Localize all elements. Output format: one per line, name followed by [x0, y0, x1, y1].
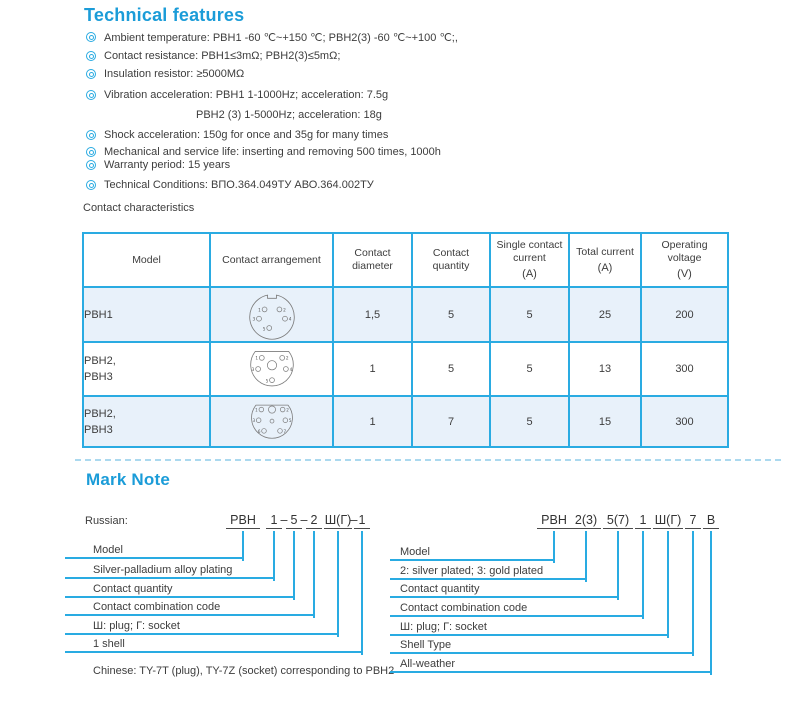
svg-text:2: 2	[285, 406, 289, 412]
header-contact-diameter: Contact diameter	[333, 233, 412, 287]
contact-diameter-cell: 1	[333, 342, 412, 396]
svg-text:6: 6	[257, 428, 260, 434]
table-row	[83, 287, 728, 342]
russian-label: Russian:	[85, 515, 128, 527]
mark-code-segment: PBH	[226, 513, 260, 529]
mark-code-dash: –	[280, 513, 288, 527]
mark-label: All-weather	[390, 657, 712, 673]
header-model: Model	[83, 233, 210, 287]
mark-code-segment: 1	[354, 513, 370, 529]
mark-label: Silver-palladium alloy plating	[65, 563, 275, 579]
mark-label: 1 shell	[65, 637, 363, 653]
svg-text:1: 1	[257, 307, 261, 313]
feature-item	[86, 50, 646, 62]
header-contact-arrangement: Contact arrangement	[210, 233, 333, 287]
feature-item	[86, 31, 646, 44]
bullet-icon	[86, 51, 96, 61]
feature-item	[86, 68, 646, 80]
feature-item	[86, 159, 646, 171]
bullet-icon	[86, 32, 96, 42]
mark-connector-line	[710, 531, 712, 675]
feature-text: Insulation resistor: ≥5000MΩ	[104, 68, 245, 80]
operating-voltage-cell: 200	[641, 287, 728, 342]
mark-label: Shell Type	[390, 638, 694, 654]
mark-code-segment: 2(3)	[571, 513, 601, 529]
pin-diagram-5pin-dshell-icon	[239, 344, 305, 394]
single-contact-current-cell: 5	[490, 342, 569, 396]
mark-code-segment: 7	[685, 513, 701, 529]
mark-code-segment: В	[703, 513, 719, 529]
mark-code-segment: Ш(Г)	[654, 513, 682, 527]
contact-diameter-cell: 1	[333, 396, 412, 447]
pin-diagram-5pin-round-icon	[239, 289, 305, 341]
contact-characteristics-label: Contact characteristics	[83, 202, 195, 214]
mark-code-segment: Ш(Г)	[324, 513, 352, 527]
svg-text:1: 1	[254, 406, 258, 412]
feature-text: Mechanical and service life: inserting and removing 500 times, 1000h	[104, 146, 441, 158]
bullet-icon	[86, 69, 96, 79]
bullet-icon	[86, 130, 96, 140]
total-current-cell: 13	[569, 342, 641, 396]
mark-code-segment: 5	[286, 513, 302, 529]
bullet-icon	[86, 90, 96, 100]
feature-item	[86, 146, 646, 158]
contact-diameter-cell: 1,5	[333, 287, 412, 342]
mark-label: Contact combination code	[390, 601, 644, 617]
contact-arrangement-cell	[210, 342, 333, 396]
svg-text:2: 2	[282, 307, 286, 313]
svg-text:3: 3	[252, 417, 255, 423]
mark-label: Contact quantity	[65, 582, 295, 598]
contact-quantity-cell: 5	[412, 342, 490, 396]
feature-text: Contact resistance: PBH1≤3mΩ; PBH2(3)≤5mΩ;	[104, 50, 341, 62]
header-single-contact-current: Single contact current (A)	[490, 233, 569, 287]
svg-text:2: 2	[285, 356, 289, 362]
svg-text:3: 3	[251, 367, 254, 373]
operating-voltage-cell: 300	[641, 396, 728, 447]
mark-note-heading: Mark Note	[86, 470, 170, 489]
svg-text:5: 5	[288, 417, 291, 423]
total-current-cell: 25	[569, 287, 641, 342]
model-cell: PBH2, PBH3	[83, 342, 210, 396]
feature-item	[86, 89, 646, 101]
svg-text:5: 5	[265, 379, 268, 385]
pin-diagram-7pin-dshell-icon	[239, 398, 305, 446]
mark-label: Ш: plug; Г: socket	[390, 620, 669, 636]
contact-arrangement-cell	[210, 396, 333, 447]
mark-code-segment: PBH	[537, 513, 571, 529]
mark-label: Contact quantity	[390, 582, 619, 598]
svg-text:3: 3	[252, 317, 255, 323]
contact-arrangement-cell	[210, 287, 333, 342]
bullet-icon	[86, 160, 96, 170]
feature-item	[86, 129, 646, 141]
feature-item-continuation	[196, 109, 646, 121]
mark-label: Contact combination code	[65, 600, 315, 616]
contact-quantity-cell: 7	[412, 396, 490, 447]
svg-text:4: 4	[288, 317, 291, 323]
bullet-icon	[86, 180, 96, 190]
chinese-note: Chinese: TY-7T (plug), TY-7Z (socket) corresponding to PBH2	[93, 665, 395, 677]
total-current-cell: 15	[569, 396, 641, 447]
feature-text: Vibration acceleration: PBH1 1-1000Hz; acceleration: 7.5g	[104, 89, 389, 101]
bullet-icon	[86, 147, 96, 157]
model-cell: PBH1	[83, 287, 210, 342]
mark-code-dash: –	[300, 513, 308, 527]
section-divider	[75, 459, 781, 461]
header-operating-voltage: Operating voltage (V)	[641, 233, 728, 287]
model-cell: PBH2, PBH3	[83, 396, 210, 447]
mark-label: Model	[65, 543, 244, 559]
feature-text: Technical Conditions: ВПО.364.049ТУ АВО.364.002ТУ	[104, 179, 374, 191]
mark-label: Ш: plug; Г: socket	[65, 619, 339, 635]
mark-code-dash: –	[350, 513, 358, 527]
svg-text:5: 5	[262, 326, 265, 332]
table-row	[83, 396, 728, 447]
feature-text: Shock acceleration: 150g for once and 35g for many times	[104, 129, 389, 141]
single-contact-current-cell: 5	[490, 287, 569, 342]
contact-characteristics-table	[82, 232, 729, 448]
feature-text: PBH2 (3) 1-5000Hz; acceleration: 18g	[196, 109, 382, 121]
svg-text:4: 4	[289, 367, 292, 373]
single-contact-current-cell: 5	[490, 396, 569, 447]
svg-text:1: 1	[254, 356, 258, 362]
mark-code-segment: 1	[635, 513, 651, 529]
contact-quantity-cell: 5	[412, 287, 490, 342]
mark-label: 2: silver plated; 3: gold plated	[390, 564, 587, 580]
feature-item	[86, 179, 646, 191]
header-contact-quantity: Contact quantity	[412, 233, 490, 287]
mark-code-segment: 5(7)	[603, 513, 633, 529]
table-header-row	[83, 233, 728, 287]
svg-text:7: 7	[283, 428, 286, 434]
mark-code-segment: 2	[306, 513, 322, 529]
feature-text: Warranty period: 15 years	[104, 159, 231, 171]
table-row	[83, 342, 728, 396]
feature-text: Ambient temperature: PBH1 -60 ℃~+150 ℃; PBH2(3) -60 ℃~+100 ℃;,	[104, 32, 458, 44]
header-total-current: Total current (A)	[569, 233, 641, 287]
mark-code-segment: 1	[266, 513, 282, 529]
technical-features-heading: Technical features	[84, 5, 245, 25]
mark-label: Model	[390, 545, 555, 561]
operating-voltage-cell: 300	[641, 342, 728, 396]
